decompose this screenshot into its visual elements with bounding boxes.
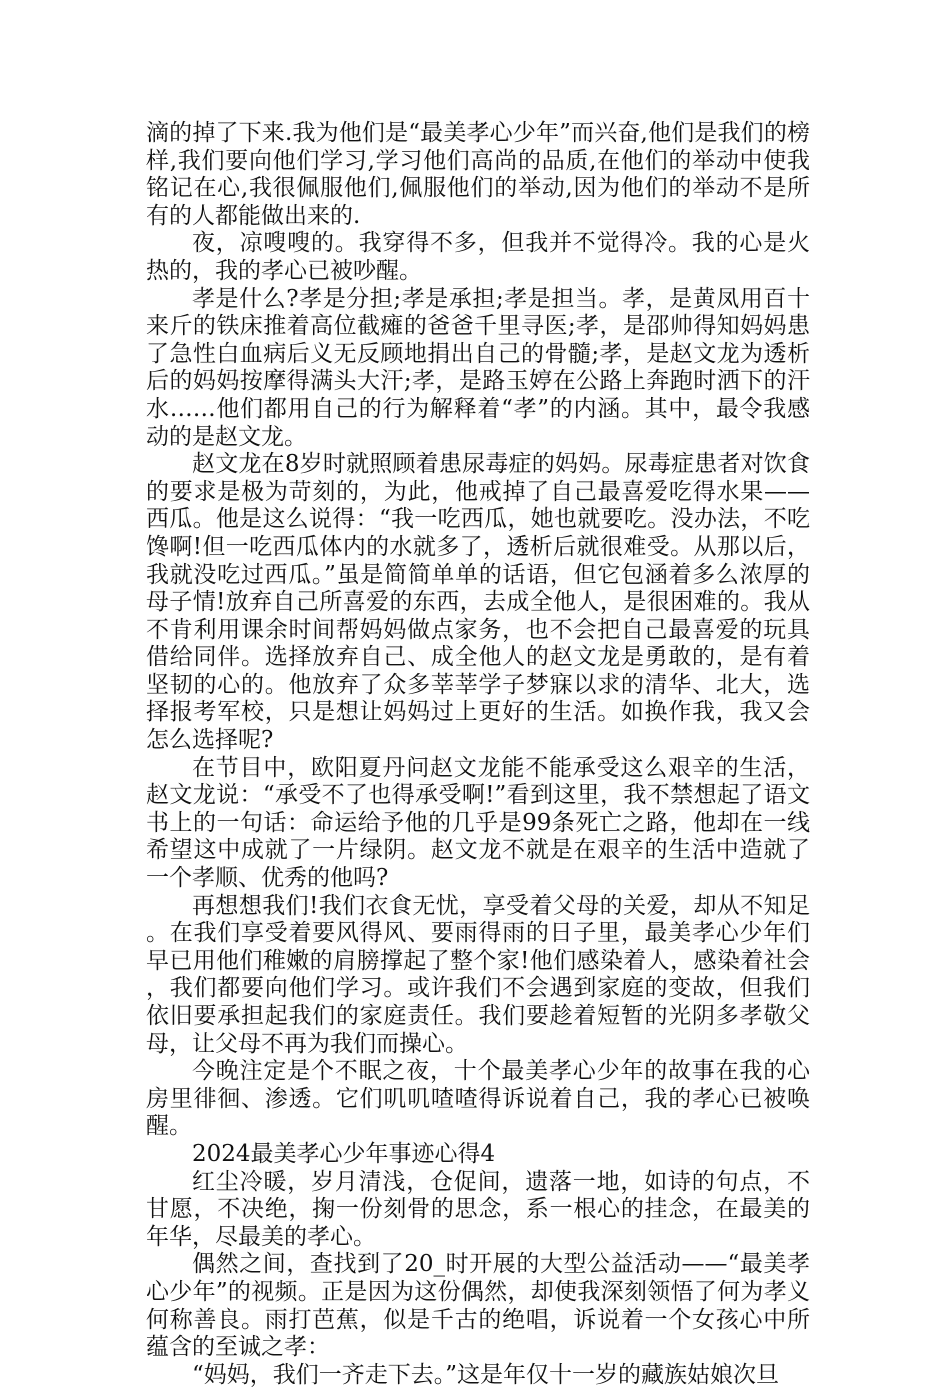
- paragraph: 在节目中，欧阳夏丹问赵文龙能不能承受这么艰辛的生活，赵文龙说：“承受不了也得承受啊!”看到这里，我不禁想起了语文书上的一句话：命运给予他的几乎是99条死亡之路，他却在一线希望这中成就了一片绿阴。赵文龙不就是在艰辛的生活中造就了一个孝顺、优秀的他吗?: [146, 754, 810, 892]
- paragraph: 偶然之间，查找到了20_时开展的大型公益活动——“最美孝心少年”的视频。正是因为这份偶然，却使我深刻领悟了何为孝义何称善良。雨打芭蕉，似是千古的绝唱，诉说着一个女孩心中所蕴含的至诚之孝：: [146, 1251, 810, 1361]
- paragraph: “妈妈，我们一齐走下去。”这是年仅十一岁的藏族姑娘次旦: [192, 1361, 780, 1388]
- paragraph: 孝是什么?孝是分担;孝是承担;孝是担当。孝，是黄凤用百十来斤的铁床推着高位截瘫的爸爸千里寻医;孝，是邵帅得知妈妈患了急性白血病后义无反顾地捐出自己的骨髓;孝，是赵文龙为透析后的妈妈按摩得满头大汗;孝，是路玉婷在公路上奔跑时洒下的汗水……他们都用自己的行为解释着“孝”的内涵。其中，最令我感动的是赵文龙。: [146, 285, 810, 450]
- paragraph: 滴的掉了下来.我为他们是“最美孝心少年”而兴奋,他们是我们的榜样,我们要向他们学习,学习他们高尚的品质,在他们的举动中使我铭记在心,我很佩服他们,佩服他们的举动,因为他们的举动不是所有的人都能做出来的.: [146, 120, 810, 229]
- paragraph: 红尘冷暖，岁月清浅，仓促间，遗落一地，如诗的句点，不甘愿，不决绝，掬一份刻骨的思念，系一根心的挂念，在最美的年华，尽最美的孝心。: [146, 1168, 810, 1250]
- paragraph: 再想想我们!我们衣食无忧，享受着父母的关爱，却从不知足。在我们享受着要风得风、要雨得雨的日子里，最美孝心少年们早已用他们稚嫩的肩膀撑起了整个家!他们感染着人，感染着社会，我们都要向他们学习。或许我们不会遇到家庭的变故，但我们依旧要承担起我们的家庭责任。我们要趁着短暂的光阴多孝敬父母，让父母不再为我们而操心。: [146, 892, 810, 1057]
- paragraph: 今晚注定是个不眠之夜，十个最美孝心少年的故事在我的心房里徘徊、渗透。它们叽叽喳喳得诉说着自己，我的孝心已被唤醒。: [146, 1058, 810, 1140]
- section-heading: 2024最美孝心少年事迹心得4: [192, 1140, 496, 1167]
- document-body: [146, 120, 810, 1389]
- paragraph: 夜，凉嗖嗖的。我穿得不多，但我并不觉得冷。我的心是火热的，我的孝心已被吵醒。: [146, 230, 810, 284]
- paragraph: 赵文龙在8岁时就照顾着患尿毒症的妈妈。尿毒症患者对饮食的要求是极为苛刻的，为此，他戒掉了自己最喜爱吃得水果——西瓜。他是这么说得：“我一吃西瓜，她也就要吃。没办法，不吃馋啊!但一吃西瓜体内的水就多了，透析后就很难受。从那以后，我就没吃过西瓜。”虽是简简单单的话语，但它包涵着多么浓厚的母子情!放弃自己所喜爱的东西，去成全他人，是很困难的。我从不肯利用课余时间帮妈妈做点家务，也不会把自己最喜爱的玩具借给同伴。选择放弃自己、成全他人的赵文龙是勇敢的，是有着坚韧的心的。他放弃了众多莘莘学子梦寐以求的清华、北大，选择报考军校，只是想让妈妈过上更好的生活。如换作我，我又会怎么选择呢?: [146, 451, 810, 754]
